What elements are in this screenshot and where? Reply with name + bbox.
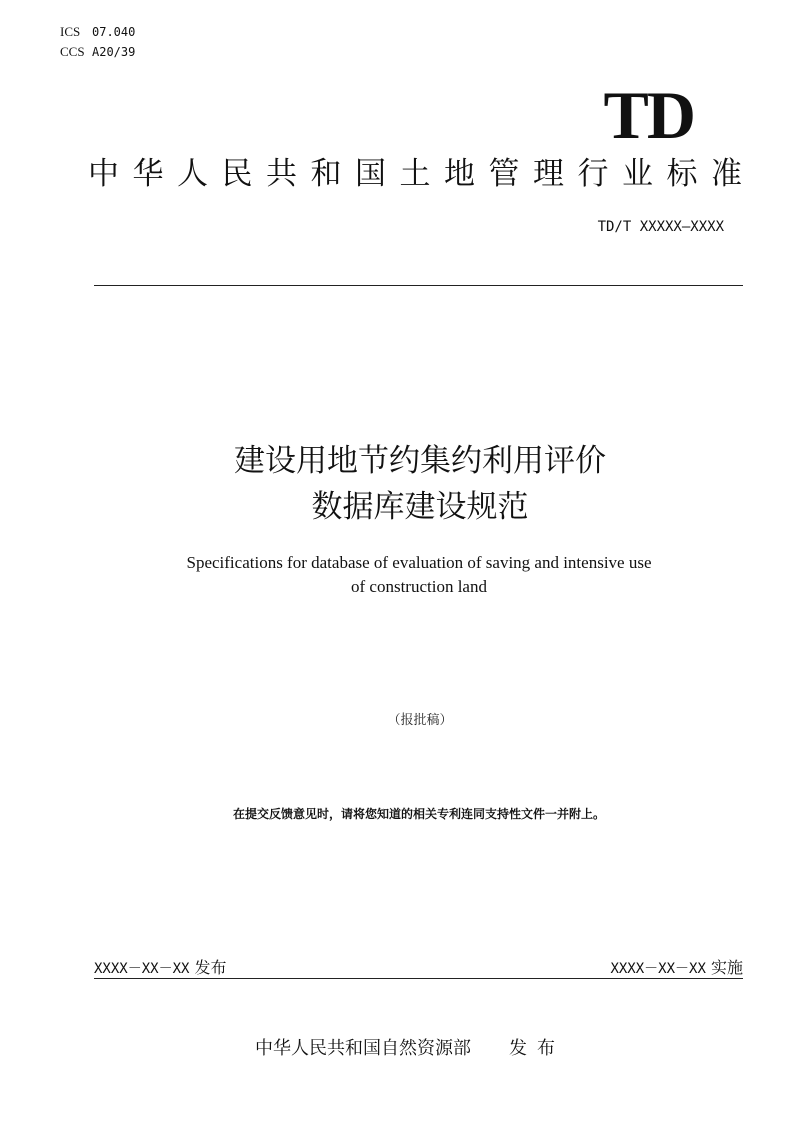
standard-type-title: 中华人民共和国土地管理行业标准 [88,156,756,192]
implement-date-block [610,955,743,978]
td-logo: TD [603,77,694,153]
dates-row [94,955,743,979]
classification-codes [60,22,135,62]
ccs-code [60,42,135,62]
ccs-label: CCS [60,44,85,59]
ics-code [60,22,135,42]
issuer [255,1034,565,1060]
draft-status: （报批稿） [387,713,453,728]
publish-date: XXXX－XX－XX [94,961,190,977]
patent-notice: 在提交反馈意见时，请将您知道的相关专利连同支持性文件一并附上。 [232,807,605,821]
english-title [0,551,800,599]
english-title-line-1: Specifications for database of evaluation of saving and intensive use [186,553,652,572]
header-divider [94,285,743,286]
publish-label: 发布 [194,958,227,977]
chinese-title-line-2: 数据库建设规范 [311,489,529,525]
footer-divider [94,978,743,979]
chinese-title [0,438,800,530]
issuer-name: 中华人民共和国自然资源部 [255,1038,471,1059]
ics-value: 07.040 [92,25,136,39]
chinese-title-line-1: 建设用地节约集约利用评价 [234,443,606,479]
implement-label: 实施 [710,958,743,977]
issuer-action: 发布 [509,1038,565,1059]
implement-date: XXXX－XX－XX [610,961,706,977]
english-title-line-2: of construction land [351,577,487,596]
ccs-value: A20/39 [92,45,136,59]
standard-number: TD/T XXXXX—XXXX [597,219,724,235]
publish-date-block [94,955,227,978]
ics-label: ICS [60,24,81,39]
